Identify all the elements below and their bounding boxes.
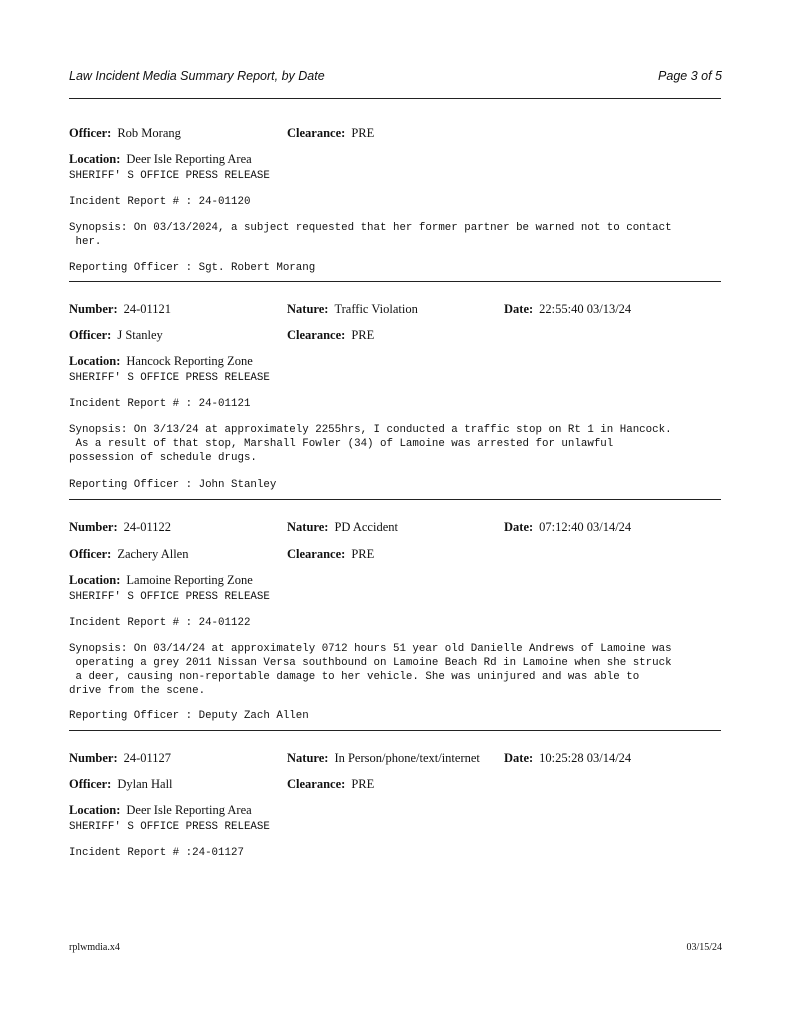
synopsis-line: Synopsis: On 03/14/24 at approximately 0712 hours 51 year old Danielle Andrews of Lamoine was xyxy=(69,643,672,655)
nature-field: Nature: PD Accident xyxy=(287,520,398,534)
clearance-field: Clearance: PRE xyxy=(287,547,375,561)
number-field: Number: 24-01122 xyxy=(69,520,172,534)
date-field: Date: 07:12:40 03/14/24 xyxy=(504,520,632,534)
date-field: Date: 10:25:28 03/14/24 xyxy=(504,751,632,765)
reporting-officer: Reporting Officer : John Stanley xyxy=(69,479,277,491)
clearance-field: Clearance: PRE xyxy=(287,777,375,791)
clearance-field: Clearance: PRE xyxy=(287,328,375,342)
location-field: Location: Deer Isle Reporting Area xyxy=(69,152,252,166)
synopsis-line: a deer, causing non-reportable damage to her vehicle. She was uninjured and was able to xyxy=(69,671,640,683)
incident-report-number: Incident Report # : 24-01122 xyxy=(69,617,251,629)
footer-report-id: rplwmdia.x4 xyxy=(69,942,120,953)
clearance-field: Clearance: PRE xyxy=(287,126,375,140)
incident-report-number: Incident Report # :24-01127 xyxy=(69,847,244,859)
nature-field: Nature: In Person/phone/text/internet xyxy=(287,751,480,765)
record-divider xyxy=(69,499,721,500)
location-field: Location: Hancock Reporting Zone xyxy=(69,354,253,368)
officer-field: Officer: Dylan Hall xyxy=(69,777,173,791)
incident-report-number: Incident Report # : 24-01120 xyxy=(69,196,251,208)
date-field: Date: 22:55:40 03/13/24 xyxy=(504,302,632,316)
incident-report-number: Incident Report # : 24-01121 xyxy=(69,398,251,410)
synopsis-line: As a result of that stop, Marshall Fowler (34) of Lamoine was arrested for unlawful xyxy=(69,438,614,450)
synopsis-line: operating a grey 2011 Nissan Versa southbound on Lamoine Beach Rd in Lamoine when she struck xyxy=(69,657,672,669)
press-release-label: SHERIFF' S OFFICE PRESS RELEASE xyxy=(69,591,270,603)
synopsis-line: possession of schedule drugs. xyxy=(69,452,257,464)
location-field: Location: Deer Isle Reporting Area xyxy=(69,803,252,817)
press-release-label: SHERIFF' S OFFICE PRESS RELEASE xyxy=(69,821,270,833)
report-title: Law Incident Media Summary Report, by Date xyxy=(69,69,325,83)
number-field: Number: 24-01121 xyxy=(69,302,172,316)
header-divider xyxy=(69,98,721,99)
reporting-officer: Reporting Officer : Sgt. Robert Morang xyxy=(69,262,316,274)
number-field: Number: 24-01127 xyxy=(69,751,172,765)
synopsis-line: drive from the scene. xyxy=(69,685,206,697)
officer-field: Officer: Zachery Allen xyxy=(69,547,189,561)
reporting-officer: Reporting Officer : Deputy Zach Allen xyxy=(69,710,309,722)
synopsis-line: Synopsis: On 3/13/24 at approximately 2255hrs, I conducted a traffic stop on Rt 1 in Hancock. xyxy=(69,424,672,436)
location-field: Location: Lamoine Reporting Zone xyxy=(69,573,253,587)
nature-field: Nature: Traffic Violation xyxy=(287,302,418,316)
synopsis-line: Synopsis: On 03/13/2024, a subject requested that her former partner be warned not to contact xyxy=(69,222,672,234)
press-release-label: SHERIFF' S OFFICE PRESS RELEASE xyxy=(69,372,270,384)
record-divider xyxy=(69,730,721,731)
officer-field: Officer: J Stanley xyxy=(69,328,163,342)
footer-print-date: 03/15/24 xyxy=(686,942,722,953)
page-number: Page 3 of 5 xyxy=(658,69,722,83)
record-divider xyxy=(69,281,721,282)
synopsis-line: her. xyxy=(69,236,102,248)
officer-field: Officer: Rob Morang xyxy=(69,126,181,140)
press-release-label: SHERIFF' S OFFICE PRESS RELEASE xyxy=(69,170,270,182)
